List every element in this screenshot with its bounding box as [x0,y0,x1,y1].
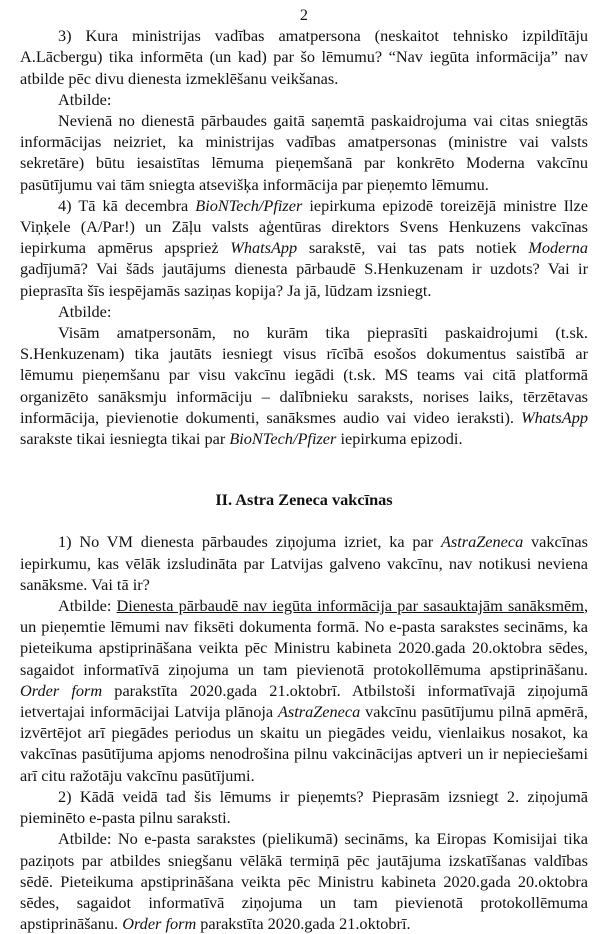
q4-brand-moderna: Moderna [528,238,588,258]
answer-label-q4: Atbilde: [58,301,112,321]
section-heading: II. Astra Zeneca vakcīnas [215,490,393,510]
s2a2-text-1: No e-pasta sarakstes (pielikumā) secināms, ka Eiropas Komisijai tika paziņots par atbildes sniegšanu vēlākā termiņā pēc jautājuma izskatīšanas valdības sēdē. Pieteikuma apstiprināšana veikta pēc Ministru kabineta 2020.gada 20.oktobra sēdes, sagaidot informatīvā ziņojuma un tam pievienotā protokollēmuma apstiprināšanu. [20,829,588,934]
answer-q4 [20,322,588,449]
s2a2-text-2: parakstīta 2020.gada 21.oktobrī. [196,914,411,934]
section2-answer-1 [20,595,588,786]
s2a1-text-1: , un pieņemtie lēmumi nav fiksēti dokumenta formā. No e-pasta sarakstes secināms, ka pieteikuma apstiprināšana veikta pēc Ministru kabineta 2020.gada 20.oktobra sēdes, sagaidot informatīvā ziņojuma un tam pievienotā protokollēmuma apstiprināšanu. [20,596,589,679]
s2q1-brand-astrazeneca: AstraZeneca [440,532,524,552]
question-4 [20,195,588,301]
s2a1-underlined: Dienesta pārbaudē nav iegūta informācija par sasauktajām sanāksmēm [116,596,584,616]
s2a1-text-2: parakstīta 2020.gada 21.oktobrī. Atbilstoši informatīvajā ziņojumā ietvertajai informācijai Latvija plānoja [20,680,588,722]
q4-text-4: gadījumā? Vai šāds jautājums dienesta pārbaudē S.Henkuzenam ir uzdots? Vai ir pieprasīta šīs iespējamās saziņas kopija? Ja jā, lūdzam izsniegt. [20,259,588,300]
q4-text-2: iepirkuma epizodē toreizējā ministre Ilze Viņķele (A/Par!) un Zāļu valsts aģentūras direktors Svens Henkuzens vakcīnas iepirkuma apmērus apsprież [20,195,588,258]
a4-text-3: iepirkuma epizodi. [336,429,463,449]
a4-app-whatsapp: WhatsApp [521,407,588,427]
document-page [20,4,588,934]
s2a1-label: Atbilde: [58,596,112,616]
section2-question-1 [20,531,588,595]
q4-text-3: sarakstē, vai tas pats notiek [297,238,529,258]
s2a2-label: Atbilde: [58,829,112,849]
a4-text-2: sarakste tikai iesniegta tikai par [20,429,230,449]
section2-answer-2 [20,828,588,934]
q4-text-1: 4) Tā kā decembra [58,195,196,215]
answer-label-q3: Atbilde: [58,89,112,109]
s2a2-order-form: Order form [122,914,197,934]
s2q1-text-2: vakcīnas iepirkumu, kas vēlāk izsludināta par Latvijas galveno vakcīnu, nav notikusi neviena sanāksme. Vai tā ir? [20,532,588,594]
s2a1-order-form: Order form [20,680,103,700]
page-number: 2 [299,5,309,24]
a4-brand-pfizer: BioNTech/Pfizer [229,429,337,449]
a4-text-1: Visām amatpersonām, no kurām tika pieprasīti paskaidrojumi (t.sk. S.Henkuzenam) tika jautāts iesniegt visus rīcībā esošos dokumentus saistībā ar lēmumu pieņemšanu par visu vakcīnu iegādi (t.sk. MS teams vai citā platformā organizēto sanāksmju informāciju – dalībnieku saraksts, norises laiks, tērzētavas informācija, pievienotie dokumenti, sanāksmes audio vai video ieraksti). [20,323,588,427]
answer-q3: Nevienā no dienestā pārbaudes gaitā saņemtā paskaidrojuma vai citas sniegtās informācijas neizriet, ka ministrijas vadības amatpersonas (ministre vai valsts sekretāre) būtu iesaistītas lēmuma pieņemšanā par konkrēto Moderna vakcīnu pasūtījumu vai tām sniegta atsevišķa informācija par pieņemto lēmumu. [20,111,588,194]
q4-app-whatsapp: WhatsApp [230,238,298,258]
section2-question-2: 2) Kādā veidā tad šis lēmums ir pieņemts? Pieprasām izsniegt 2. ziņojumā pieminēto e-pasta pilnu saraksti. [20,786,588,828]
s2a1-brand-astrazeneca: AstraZeneca [277,702,361,722]
s2a1-text-3: vakcīnu pasūtījumu pilnā apmērā, izvērtējot arī piegādes periodus un skaitu un piegādes veidu, vienlaikus nosakot, ka vakcīnas pasūtījuma apjoms nenodrošina pilnu vakcinācijas aptveri un ir nepieciešami arī citu ražotāju vakcīnu pasūtījumi. [20,702,588,785]
s2q1-text-1: 1) No VM dienesta pārbaudes ziņojuma izriet, ka par [58,532,441,552]
question-3: 3) Kura ministrijas vadības amatpersona (neskaitot tehnisko izpildītāju A.Lācbergu) tika informēta (un kad) par šo lēmumu? “Nav iegūta informācija” nav atbilde pēc divu dienesta izmeklēšanu veikšanas. [20,26,588,88]
q4-brand-pfizer: BioNTech/Pfizer [195,195,303,215]
